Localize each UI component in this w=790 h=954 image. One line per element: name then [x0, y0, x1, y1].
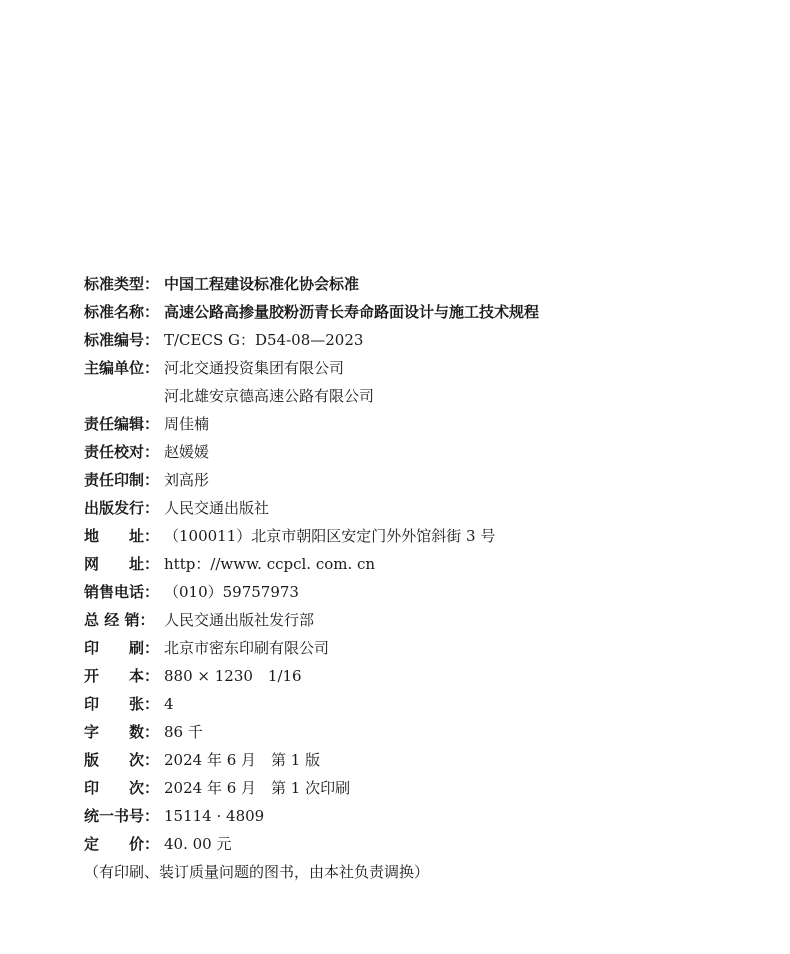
info-value: （100011）北京市朝阳区安定门外外馆斜街 3 号 [164, 527, 496, 545]
info-value: 人民交通出版社发行部 [164, 611, 315, 629]
info-value: 河北交通投资集团有限公司 [164, 359, 345, 377]
info-label: 主编单位： [84, 359, 160, 377]
info-value: 高速公路高掺量胶粉沥青长寿命路面设计与施工技术规程 [164, 303, 540, 321]
info-row [84, 662, 774, 690]
publication-info-list [84, 270, 774, 858]
info-label: 出版发行： [84, 499, 160, 517]
info-value: 北京市密东印刷有限公司 [164, 639, 330, 657]
info-row [84, 774, 774, 802]
info-value: 中国工程建设标准化协会标准 [164, 275, 360, 293]
info-row [84, 578, 774, 606]
info-label: 责任校对： [84, 443, 160, 461]
info-row [84, 298, 774, 326]
info-value: 刘高彤 [164, 471, 210, 489]
info-value: 880 × 1230 1/16 [164, 667, 302, 685]
info-value: 86 千 [164, 723, 203, 741]
info-value: 周佳楠 [164, 415, 210, 433]
info-value: （010）59757973 [164, 583, 299, 601]
info-row [84, 522, 774, 550]
info-row [84, 438, 774, 466]
info-row [84, 634, 774, 662]
info-row [84, 550, 774, 578]
info-row [84, 606, 774, 634]
info-label: 责任印制： [84, 471, 160, 489]
footer-note: （有印刷、装订质量问题的图书，由本社负责调换） [84, 863, 430, 881]
info-row [84, 746, 774, 774]
info-label: 总 经 销： [84, 611, 155, 629]
info-value: 赵媛媛 [164, 443, 210, 461]
info-label: 统一书号： [84, 807, 160, 825]
info-row [84, 326, 774, 354]
info-row [84, 382, 774, 410]
info-label: 定 价： [84, 835, 160, 853]
info-value: 人民交通出版社 [164, 499, 270, 517]
info-value: 4 [164, 695, 174, 713]
info-row [84, 410, 774, 438]
info-label: 销售电话： [84, 583, 160, 601]
info-label: 印 张： [84, 695, 160, 713]
info-value: 2024 年 6 月 第 1 版 [164, 751, 321, 769]
info-label: 地 址： [84, 527, 160, 545]
info-label: 标准类型： [84, 275, 160, 293]
info-row [84, 718, 774, 746]
info-label: 印 刷： [84, 639, 160, 657]
info-label: 网 址： [84, 555, 160, 573]
info-row [84, 354, 774, 382]
info-row [84, 830, 774, 858]
info-label: 标准编号： [84, 331, 160, 349]
info-value: T/CECS G：D54-08—2023 [164, 331, 364, 349]
info-label: 标准名称： [84, 303, 160, 321]
info-label: 印 次： [84, 779, 160, 797]
info-value: 2024 年 6 月 第 1 次印刷 [164, 779, 351, 797]
info-value: 40. 00 元 [164, 835, 232, 853]
info-row [84, 494, 774, 522]
info-value: http：//www. ccpcl. com. cn [164, 555, 376, 573]
info-label: 开 本： [84, 667, 160, 685]
info-value: 15114 · 4809 [164, 807, 265, 825]
info-row [84, 270, 774, 298]
info-row [84, 690, 774, 718]
info-label: 字 数： [84, 723, 160, 741]
info-label: 责任编辑： [84, 415, 160, 433]
info-row [84, 802, 774, 830]
info-row [84, 466, 774, 494]
info-label: 版 次： [84, 751, 160, 769]
info-value: 河北雄安京德高速公路有限公司 [164, 387, 375, 405]
